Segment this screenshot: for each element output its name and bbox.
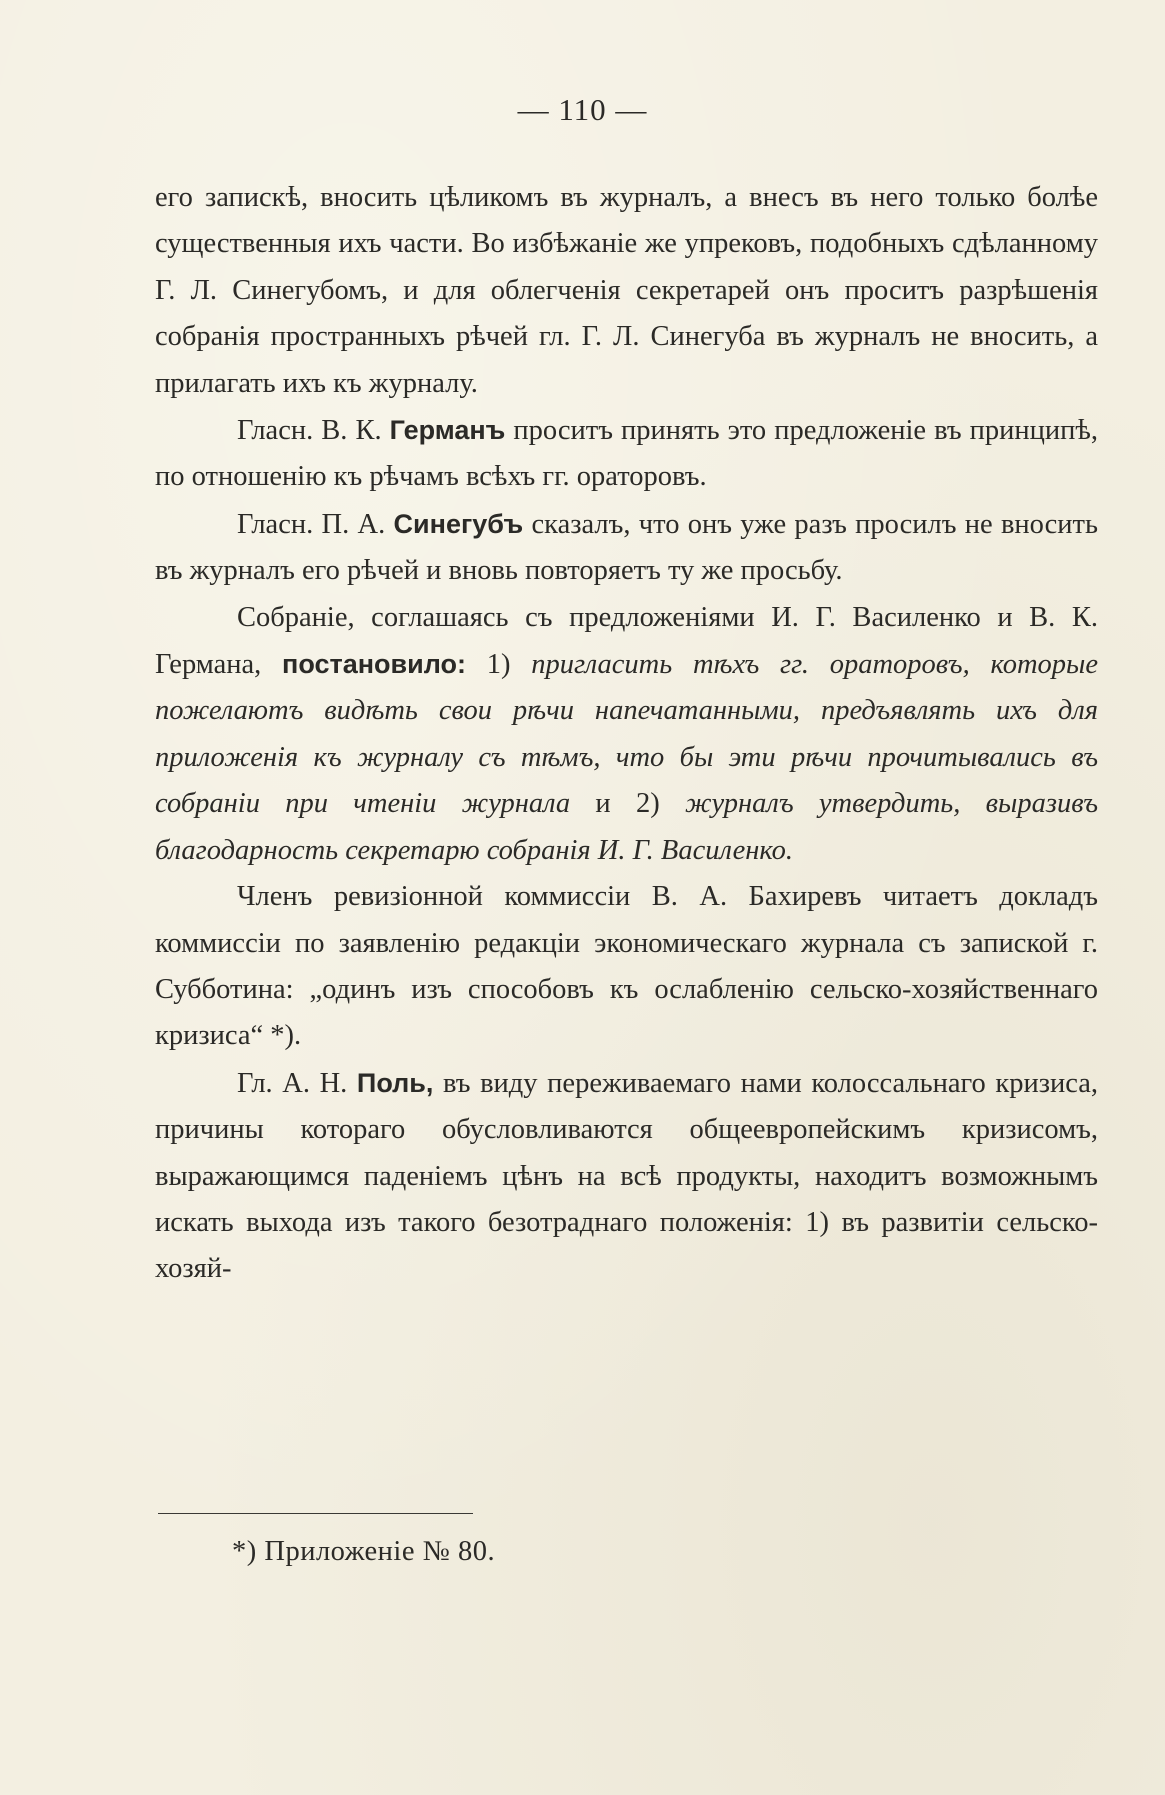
page-number: — 110 — [517, 92, 648, 127]
text-run: и 2) [570, 788, 685, 820]
resolution-text: пригласить тѣхъ гг. ораторовъ, которые пожелаютъ видѣть свои рѣчи напечатанными, предъявлять ихъ для приложенія къ журналу съ тѣмъ, что бы эти рѣчи прочитывались въ собраніи при чтеніи журнала [155, 649, 1098, 820]
paragraph [155, 874, 1098, 1060]
text-run: проситъ принять это предложеніе въ принципѣ, по отношенію къ рѣчамъ всѣхъ гг. ораторовъ. [155, 415, 1098, 493]
paragraph [155, 407, 1098, 501]
footnote: *) Приложеніе № 80. [232, 1536, 496, 1567]
footnote-divider [158, 1513, 473, 1514]
text-run: Гл. А. Н. [237, 1067, 357, 1099]
paragraph [155, 175, 1098, 407]
text-run: Членъ ревизіонной коммиссіи В. А. Бахиревъ читаетъ докладъ коммиссіи по заявленію редакціи экономическаго журнала съ запиской г. Субботина: „одинъ изъ способовъ къ ослабленію сельско-хозяйственнаго кризиса“ *). [155, 881, 1098, 1052]
resolution-text: журналъ утвердить, выразивъ благодарность секретарю собранія И. Г. Василенко. [155, 788, 1098, 866]
paragraph [155, 1060, 1098, 1293]
text-run: Собраніе, соглашаясь съ предложеніями И. Г. Василенко и В. К. Германа, [155, 601, 1098, 681]
speaker-name: Поль, [356, 1067, 434, 1098]
paragraph [155, 595, 1098, 874]
text-run: сказалъ, что онъ уже разъ просилъ не вносить въ журналъ его рѣчей и вновь повторяетъ ту же просьбу. [155, 508, 1098, 587]
text-run: его запискѣ, вносить цѣликомъ въ журналъ, а внесъ въ него только болѣе существенныя ихъ части. Во избѣжаніе же упрековъ, подобныхъ сдѣланному Г. Л. Синегубомъ, и для облегченія секретарей онъ проситъ разрѣшенія собранія пространныхъ рѣчей гл. Г. Л. Синегуба въ журналъ не вносить, а прилагать ихъ къ журналу. [155, 182, 1098, 399]
paragraph [155, 501, 1098, 595]
speaker-name: Синегубъ [393, 508, 524, 539]
text-run: 1) [466, 649, 532, 681]
resolution-keyword: постановило: [282, 649, 467, 680]
text-run: Гласн. В. К. [237, 415, 390, 447]
body-text [155, 175, 1098, 1293]
text-run: Гласн. П. А. [237, 508, 394, 540]
speaker-name: Германъ [389, 415, 506, 446]
text-run: въ виду переживаемаго нами колоссальнаго кризиса, причины котораго обусловливаются общеевропейскимъ кризисомъ, выражающимся паденіемъ цѣнъ на всѣ продукты, находитъ возможнымъ искать выхода изъ такого безотраднаго положенія: 1) въ развитіи сельско-хозяй- [155, 1067, 1098, 1285]
